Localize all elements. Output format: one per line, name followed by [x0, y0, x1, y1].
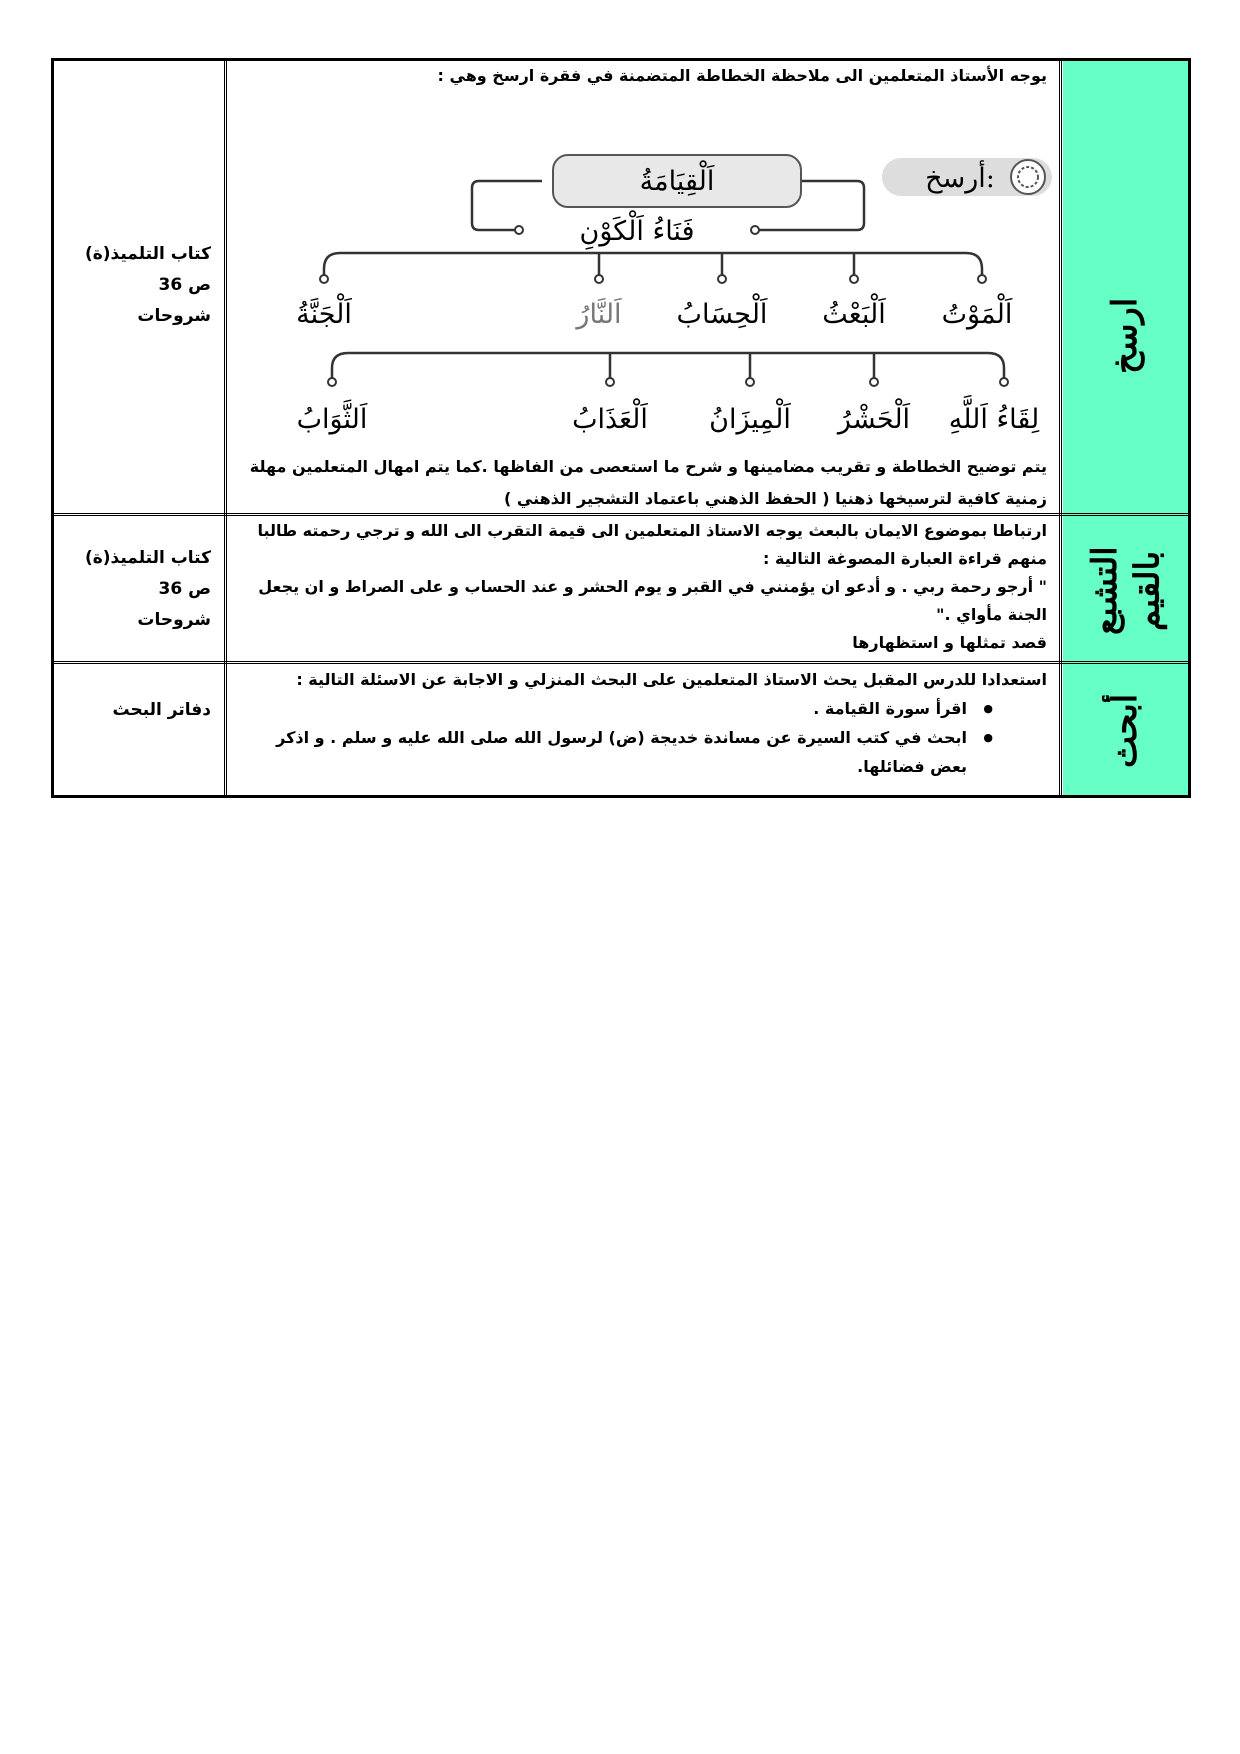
diagram-subtitle: فَنَاءُ اَلْكَوْنِ [579, 216, 695, 247]
phase-label-line: التشبع [1085, 546, 1125, 636]
phase-label-line: بالقيم [1127, 550, 1168, 632]
resource-line: كتاب التلميذ(ة) [84, 548, 211, 568]
diagram-node: اَلْبَعْثُ [822, 299, 886, 330]
list-item: ● ابحث في كتب السيرة عن مساندة خديجة (ض) لرسول الله صلى الله عليه و سلم . و اذكر بعض فضائلها. [239, 723, 967, 781]
diagram-header-label: أرسخ: [925, 163, 995, 194]
research-questions [239, 694, 1047, 781]
values-activity [239, 517, 1047, 657]
phase-column-bg [1063, 61, 1188, 795]
activity-paragraph: قصد تمثلها و استظهارها [852, 633, 1047, 652]
resource-line: ص 36 [158, 275, 211, 295]
diagram-node: اَلْحَشْرُ [837, 404, 911, 435]
col-divider [224, 61, 227, 795]
activity-conclusion: يتم توضيح الخطاطة و تقريب مضامينها و شرح ما استعصى من الفاظها .كما يتم امهال المتعلمين مهلة زمنية كافية لترسيخها ذهنيا ( الحفظ الذهني باعتماد التشجير الذهني ) [249, 457, 1047, 508]
diagram-node: لِقَاءُ اَللَّهِ [948, 404, 1040, 435]
activity-quote: " أرجو رحمة ربي . و أدعو ان يؤمنني في القبر و يوم الحشر و عند الحساب و على الصراط و ان يجعل الجنة مأواي ." [258, 577, 1047, 624]
resources-cell [66, 695, 211, 726]
mind-map [242, 103, 1054, 458]
resources-cell [66, 239, 211, 332]
resource-line: شروحات [137, 610, 211, 630]
diagram-root: اَلْقِيَامَةُ [552, 154, 802, 208]
diagram-node: اَلْمِيزَانُ [709, 404, 791, 435]
list-item: ● اقرأ سورة القيامة . [239, 694, 967, 723]
diagram-node: اَلْعَذَابُ [572, 404, 648, 435]
col-divider [1059, 61, 1062, 795]
resource-line: دفاتر البحث [112, 700, 211, 720]
activity-intro: يوجه الأستاذ المتعلمين الى ملاحظة الخطاطة المتضمنة في فقرة ارسخ وهي : [437, 66, 1047, 85]
diagram-node: اَلْمَوْتُ [941, 299, 1013, 330]
diagram-node: اَلنَّارُ [576, 299, 622, 330]
resource-line: كتاب التلميذ(ة) [84, 244, 211, 264]
resource-line: شروحات [137, 306, 211, 326]
activity-paragraph: ارتباطا بموضوع الايمان بالبعث يوجه الاستاذ المتعلمين الى قيمة التقرب الى الله و ترجي رحمته طالبا منهم قراءة العبارة المصوغة التالية : [257, 521, 1047, 568]
resource-line: ص 36 [158, 579, 211, 599]
activity-intro: استعدادا للدرس المقبل يحث الاستاذ المتعلمين على البحث المنزلي و الاجابة عن الاسئلة التالية : [296, 670, 1047, 689]
diagram-node: اَلثَّوَابُ [296, 404, 368, 435]
research-activity [239, 665, 1047, 781]
diagram-node: اَلْحِسَابُ [676, 299, 768, 330]
phase-label-research: أبحث [1105, 693, 1145, 769]
diagram-node: اَلْجَنَّةُ [296, 299, 352, 330]
lesson-table [51, 58, 1191, 798]
resources-cell [66, 543, 211, 636]
phase-label-values [1084, 531, 1174, 651]
row-divider [54, 661, 1188, 664]
phase-label-consolidate: ارسخ [1105, 297, 1145, 375]
